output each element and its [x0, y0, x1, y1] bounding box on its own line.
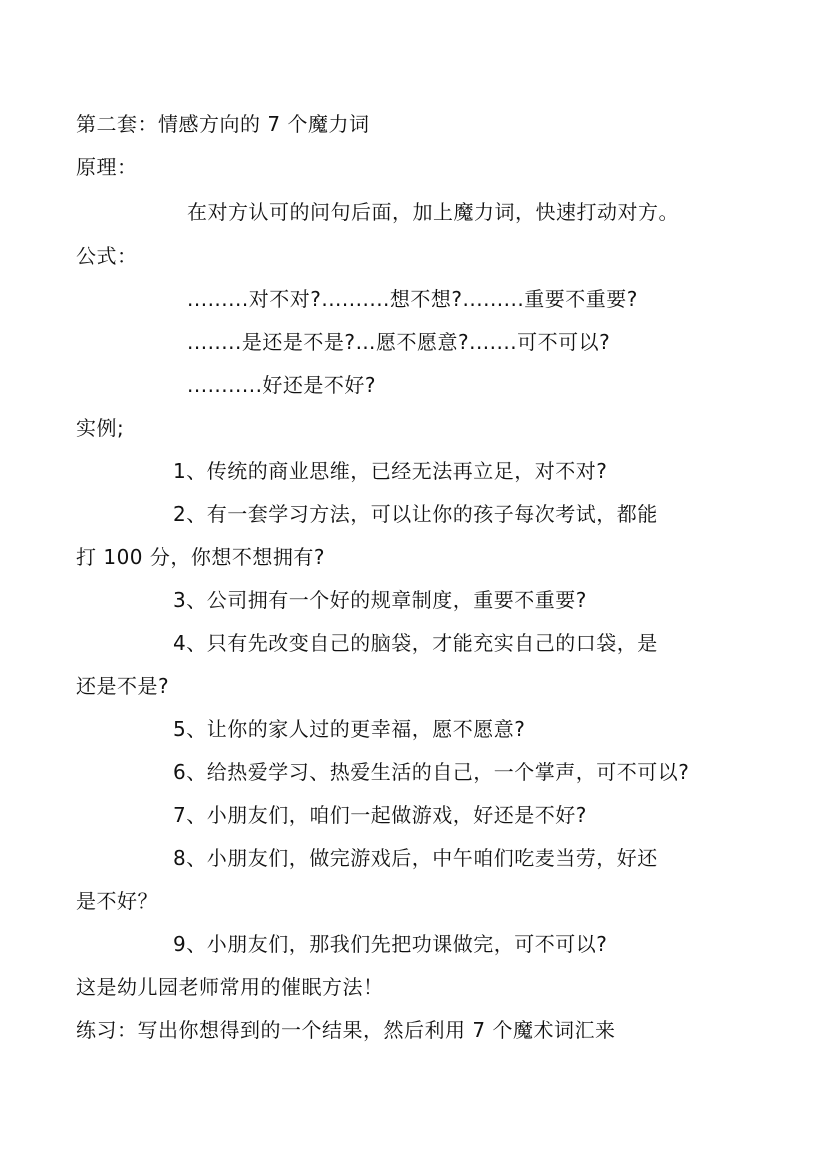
principle-text: 在对方认可的问句后面，加上魔力词，快速打动对方。 [187, 200, 679, 224]
formula-line-2: ........是还是不是?…愿不愿意?.......可不可以? [187, 330, 611, 354]
formula-line-3: ...........好还是不好? [187, 373, 377, 397]
examples-heading: 实例; [76, 416, 125, 440]
formula-line-1: .........对不对?..........想不想?.........重要不重要? [187, 287, 638, 311]
example-line-5: 5、让你的家人过的更幸福，愿不愿意? [173, 717, 526, 741]
example-line-6: 6、给热爱学习、热爱生活的自己，一个掌声，可不可以? [173, 760, 690, 784]
example-line-8-cont: 是不好？ [76, 889, 158, 913]
principle-heading: 原理： [76, 155, 138, 179]
formula-heading: 公式： [76, 244, 138, 268]
example-line-3: 3、公司拥有一个好的规章制度，重要不重要? [173, 588, 587, 612]
example-line-9: 9、小朋友们，那我们先把功课做完，可不可以? [173, 932, 608, 956]
example-line-4: 4、只有先改变自己的脑袋，才能充实自己的口袋，是 [173, 631, 658, 655]
example-line-1: 1、传统的商业思维，已经无法再立足，对不对? [173, 459, 608, 483]
example-line-7: 7、小朋友们，咱们一起做游戏，好还是不好? [173, 803, 587, 827]
example-line-2-cont: 打 100 分，你想不想拥有? [76, 545, 326, 569]
example-line-2: 2、有一套学习方法，可以让你的孩子每次考试，都能 [173, 502, 658, 526]
example-line-4-cont: 还是不是? [76, 674, 170, 698]
exercise-text: 练习：写出你想得到的一个结果，然后利用 7 个魔术词汇来 [76, 1018, 616, 1042]
example-line-8: 8、小朋友们，做完游戏后，中午咱们吃麦当劳，好还 [173, 846, 658, 870]
note-text: 这是幼儿园老师常用的催眠方法！ [76, 975, 384, 999]
document-title: 第二套：情感方向的 7 个魔力词 [76, 112, 370, 136]
